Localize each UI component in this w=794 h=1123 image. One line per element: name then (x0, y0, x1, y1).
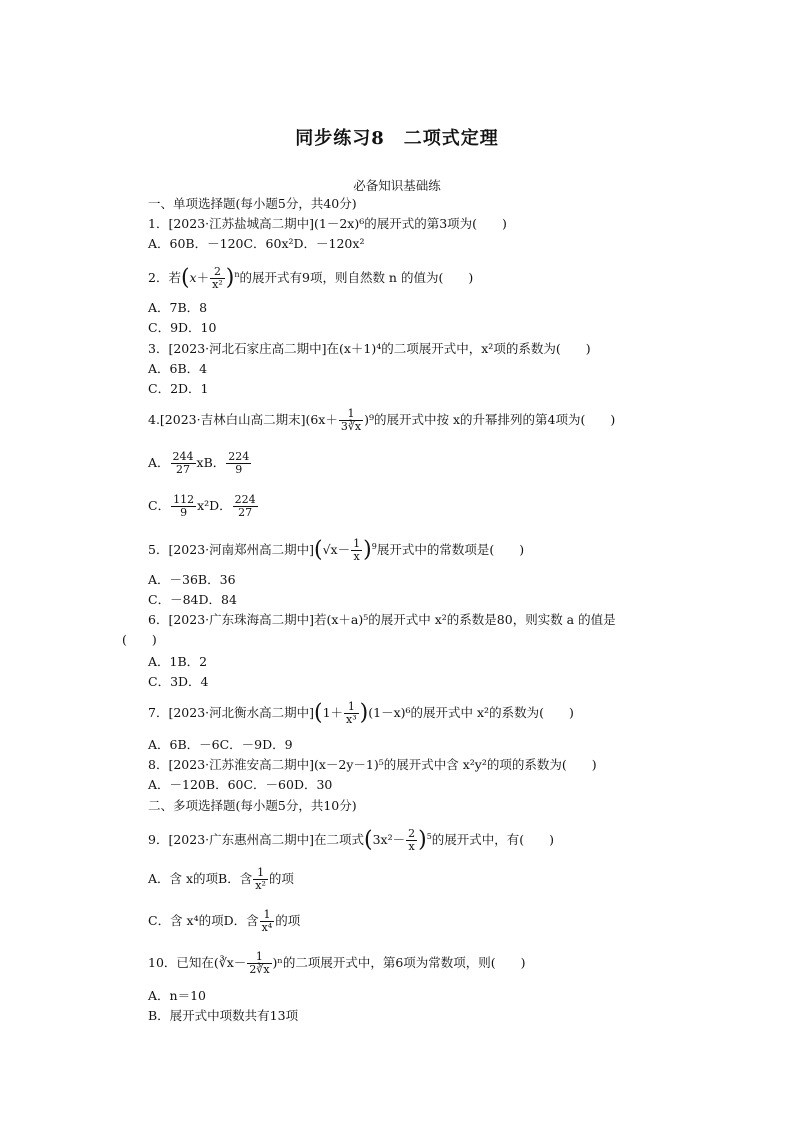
section-multiple-choice: 二、多项选择题(每小题5分，共10分) (148, 798, 357, 813)
question-6-options-cd: C．3D．4 (148, 674, 209, 689)
question-7-options: A．6B．－6C．－9D．9 (148, 737, 293, 752)
section-single-choice: 一、单项选择题(每小题5分，共40分) (148, 196, 357, 211)
question-3: 3．[2023·河北石家庄高二期中]在(x＋1)⁴的二项展开式中，x²项的系数为( ) (148, 341, 591, 356)
question-2: 2．若(x＋ $\frac{2}{\text{x²}}$ )$^n$的展开式有9项，则自然数 n 的值为( ) (148, 265, 474, 292)
question-5-options-ab: A．－36B．36 (148, 572, 236, 587)
question-4-options-cd: C． $\frac{112}{9}$ x²D． $\frac{224}{27}$ (148, 493, 256, 519)
question-3-options-cd: C．2D．1 (148, 381, 209, 396)
question-2-options-cd: C．9D．10 (148, 320, 217, 335)
question-1: 1．[2023·江苏盐城高二期中](1－2x)⁶的展开式的第3项为( ) (148, 216, 507, 231)
question-5: 5．[2023·河南郑州高二期中](√x－ $\frac{1}{x}$ )$^9$展开式中的常数项是( ) (148, 537, 525, 564)
section-heading: 必备知识基础练 (353, 178, 441, 193)
question-6-options-ab: A．1B．2 (148, 654, 208, 669)
question-10-option-a: A．n＝10 (148, 988, 206, 1003)
question-1-options: A．60B．－120C．60x²D．－120x² (148, 236, 365, 251)
question-4-options-ab: A． $\frac{244}{27}$ xB． $\frac{224}{9}$ (148, 450, 250, 476)
question-9-options-cd: C．含 x⁴的项D．含 $\frac{1}{\text{x⁴}}$ 的项 (148, 908, 301, 934)
question-2-options-ab: A．7B．8 (148, 300, 208, 315)
question-6-answer-blank: ( ) (122, 632, 157, 647)
question-5-options-cd: C．－84D．84 (148, 592, 237, 607)
page-title: 同步练习8 二项式定理 (295, 128, 499, 149)
question-3-options-ab: A．6B．4 (148, 361, 208, 376)
question-10-option-b: B．展开式中项数共有13项 (148, 1008, 299, 1023)
question-8-options: A．－120B．60C．－60D．30 (148, 777, 333, 792)
question-8: 8．[2023·江苏淮安高二期中](x－2y－1)⁵的展开式中含 x²y²的项的系数为( ) (148, 757, 597, 772)
question-4: 4.[2023·吉林白山高二期末](6x＋ $\frac{1}{3∛x}$ )⁹的展开式中按 x的升幂排列的第4项为( ) (148, 407, 616, 433)
question-10: 10．已知在(∛x－ $\frac{1}{2∛x}$ )ⁿ的二项展开式中，第6项为常数项，则( ) (148, 950, 526, 976)
question-9-options-ab: A．含 x的项B．含 $\frac{1}{\text{x²}}$ 的项 (148, 866, 294, 892)
question-9: 9．[2023·广东惠州高二期中]在二项式(3x²－ $\frac{2}{x}$ )$^5$的展开式中，有( ) (148, 827, 555, 854)
question-6: 6．[2023·广东珠海高二期中]若(x＋a)⁵的展开式中 x²的系数是80，则实数 a 的值是 (148, 612, 616, 627)
question-7: 7．[2023·河北衡水高二期中](1＋ $\frac{1}{\text{x³}}$ )(1－x)⁶的展开式中 x²的系数为( ) (148, 700, 574, 726)
